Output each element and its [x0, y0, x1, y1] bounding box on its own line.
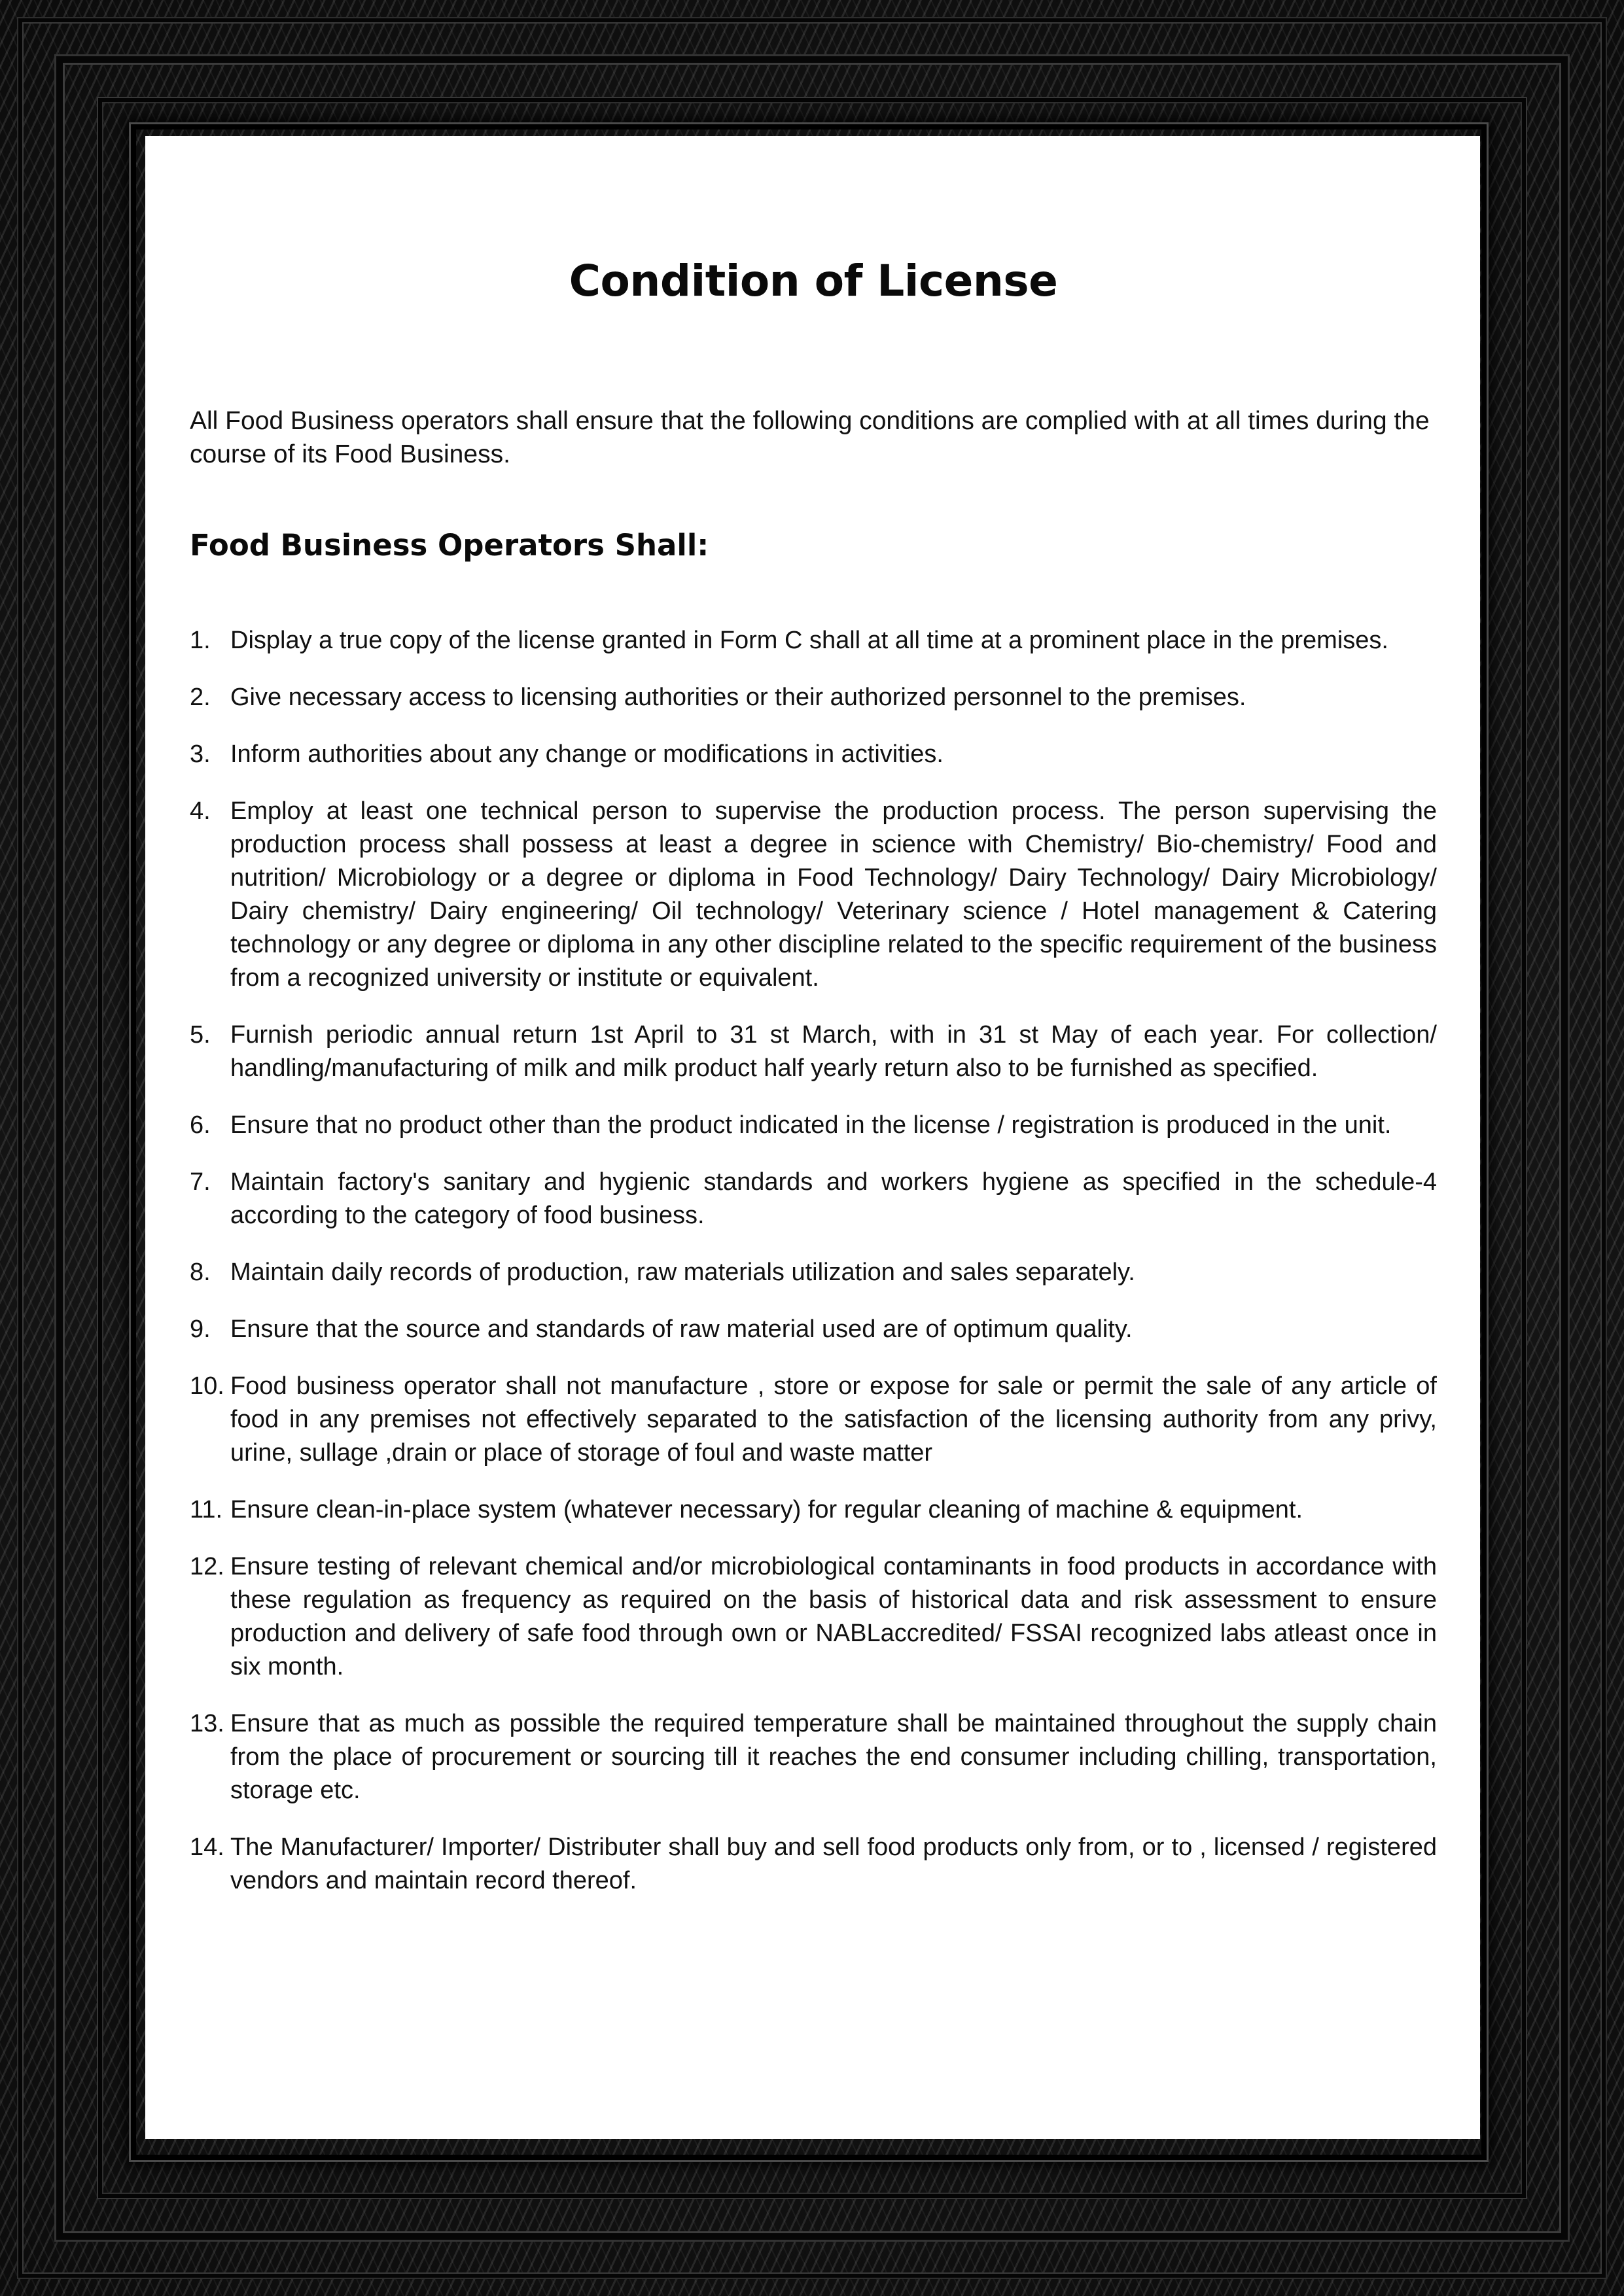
section-heading: Food Business Operators Shall:	[190, 528, 709, 563]
condition-number: 5.	[190, 1021, 211, 1049]
condition-text: Give necessary access to licensing authorities or their authorized personnel to the premises.	[230, 684, 1246, 711]
condition-text: Inform authorities about any change or modifications in activities.	[230, 740, 944, 768]
condition-number: 14.	[190, 1834, 224, 1861]
condition-number: 8.	[190, 1259, 211, 1286]
condition-number: 12.	[190, 1553, 224, 1580]
condition-text: Ensure that the source and standards of raw material used are of optimum quality.	[230, 1315, 1133, 1343]
condition-number: 1.	[190, 627, 211, 654]
condition-item	[190, 795, 1437, 995]
condition-item	[190, 1018, 1437, 1085]
condition-text: Food business operator shall not manufacture , store or expose for sale or permit the sale of any article of food in any premises not effectively separated to the satisfaction of the licensing authority from any privy, urine, sullage ,drain or place of storage of foul and waste matter	[230, 1372, 1437, 1467]
condition-number: 13.	[190, 1710, 224, 1737]
condition-number: 11.	[190, 1496, 223, 1523]
condition-item	[190, 624, 1437, 657]
condition-number: 10.	[190, 1372, 224, 1400]
condition-number: 2.	[190, 684, 211, 711]
intro-paragraph: All Food Business operators shall ensure that the following conditions are complied with at all times during the course of its Food Business.	[190, 407, 1430, 468]
condition-text: Employ at least one technical person to supervise the production process. The person supervising the production process shall possess at least a degree in science with Chemistry/ Bio-chemistry/ Food and nutrition/ Microbiology or a degree or diploma in Food Technology/ Dairy Technology/ Dairy Microbiology/ Dairy chemistry/ Dairy engineering/ Oil technology/ Veterinary science / Hotel management & Catering technology or any degree or diploma in any other discipline related to the specific requirement of the business from a recognized university or institute or equivalent.	[230, 797, 1437, 992]
document-title: Condition of License	[569, 256, 1058, 306]
condition-number: 7.	[190, 1168, 211, 1196]
condition-text: Ensure testing of relevant chemical and/or microbiological contaminants in food products in accordance with these regulation as frequency as required on the basis of historical data and risk assessment to ensure production and delivery of safe food through own or NABLaccredited/ FSSAI recognized labs atleast once in six month.	[230, 1553, 1437, 1680]
condition-text: Display a true copy of the license granted in Form C shall at all time at a prominent place in the premises.	[230, 627, 1388, 654]
condition-text: Maintain daily records of production, raw materials utilization and sales separately.	[230, 1259, 1135, 1286]
condition-item	[190, 738, 1437, 771]
condition-number: 6.	[190, 1111, 211, 1139]
condition-number: 4.	[190, 797, 211, 825]
condition-text: Furnish periodic annual return 1st April to 31 st March, with in 31 st May of each year. For collection/ handling/manufacturing of milk and milk product half yearly return also to be furnished as specified.	[230, 1021, 1437, 1082]
condition-text: Ensure that as much as possible the required temperature shall be maintained throughout the supply chain from the place of procurement or sourcing till it reaches the end consumer including chilling, transportation, storage etc.	[230, 1710, 1437, 1804]
condition-text: The Manufacturer/ Importer/ Distributer shall buy and sell food products only from, or to , licensed / registered vendors and maintain record thereof.	[230, 1834, 1437, 1894]
condition-text: Ensure clean-in-place system (whatever necessary) for regular cleaning of machine & equipment.	[230, 1496, 1303, 1523]
condition-item	[190, 1493, 1437, 1527]
condition-item	[190, 1313, 1437, 1346]
condition-item	[190, 1370, 1437, 1470]
condition-item	[190, 1831, 1437, 1898]
condition-item	[190, 1256, 1437, 1289]
condition-number: 9.	[190, 1315, 211, 1343]
condition-item	[190, 1109, 1437, 1142]
conditions-list	[190, 624, 1437, 1898]
condition-number: 3.	[190, 740, 211, 768]
condition-item	[190, 1707, 1437, 1807]
condition-item	[190, 1550, 1437, 1684]
document-page	[145, 136, 1480, 2139]
condition-item	[190, 681, 1437, 714]
condition-text: Maintain factory's sanitary and hygienic standards and workers hygiene as specified in the schedule-4 according to the category of food business.	[230, 1168, 1437, 1229]
condition-text: Ensure that no product other than the product indicated in the license / registration is produced in the unit.	[230, 1111, 1392, 1139]
condition-item	[190, 1166, 1437, 1232]
